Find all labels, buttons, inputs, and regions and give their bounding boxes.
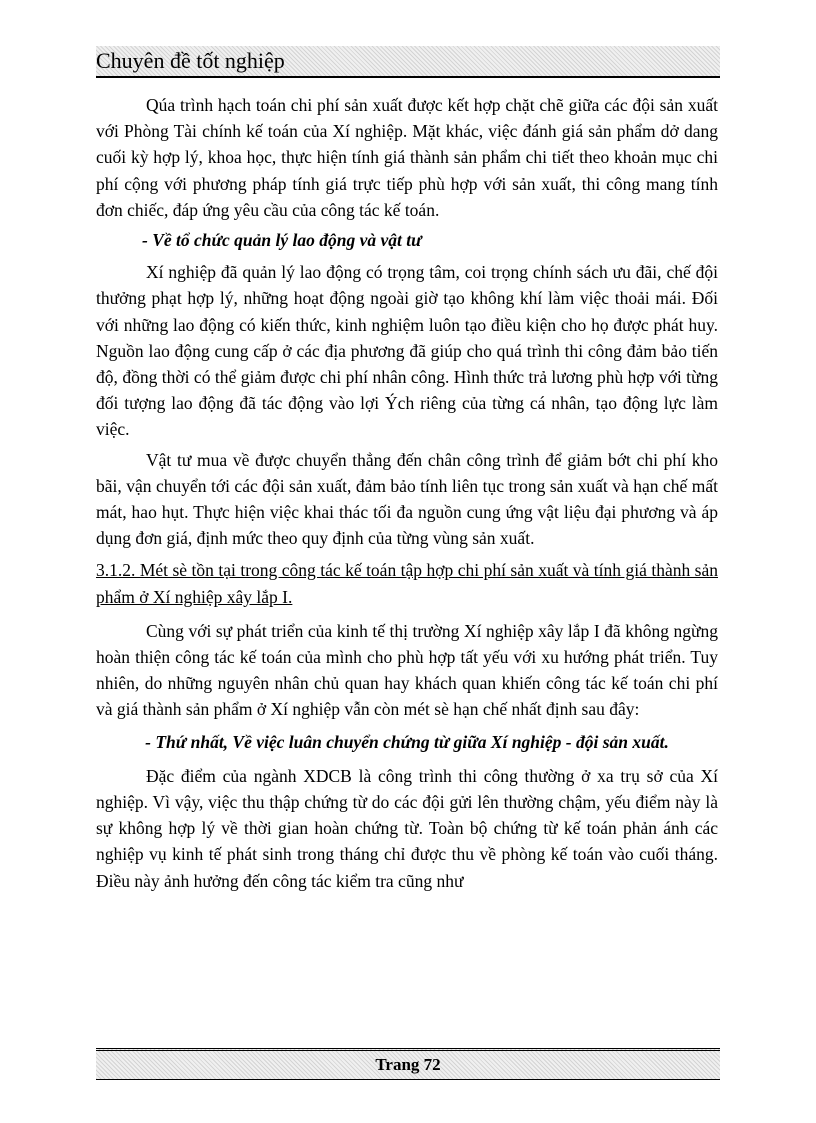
paragraph-1: Qúa trình hạch toán chi phí sản xuất được kết hợp chặt chẽ giữa các đội sản xuất với Phòng Tài chính kế toán của Xí nghiệp. Mặt khác, việc đánh giá sản phẩm dở dang cuối kỳ hợp lý, khoa học, thực hiện tính giá thành sản phẩm chi tiết theo khoản mục chi phí cộng với phương pháp tính giá trực tiếp phù hợp với sản xuất, thi công mang tính đơn chiếc, đáp ứng yêu cầu của công tác kế toán. [96, 95, 718, 220]
page-header [96, 46, 720, 78]
paragraph-2: Xí nghiệp đã quản lý lao động có trọng tâm, coi trọng chính sách ưu đãi, chế đội thưởng phạt hợp lý, những hoạt động ngoài giờ tạo không khí làm việc thoải mái. Đối với những lao động có kiến thức, kinh nghiệm luôn tạo điều kiện cho họ được phát huy. Nguồn lao động cung cấp ở các địa phương đã giúp cho quá trình thi công đảm bảo tiến độ, đồng thời có thể giảm được chi phí nhân công. Hình thức trả lương phù hợp với từng đối tượng lao động đã tác động vào lợi Ých riêng của từng cá nhân, tạo động lực làm việc. [96, 262, 718, 440]
section-heading-3-1-2: 3.1.2. Mét sè tồn tại trong công tác kế toán tập hợp chi phí sản xuất và tính giá thành sản phẩm ở Xí nghiệp xây lắp I. [96, 560, 718, 607]
page-number: Trang 72 [375, 1055, 441, 1074]
subheading-first-issue: - Thứ nhất, Về việc luân chuyển chứng từ giữa Xí nghiệp - đội sản xuất. [145, 731, 669, 752]
page-footer [96, 1048, 720, 1080]
paragraph-5: Đặc điểm của ngành XDCB là công trình thi công thường ở xa trụ sở của Xí nghiệp. Vì vậy, việc thu thập chứng từ do các đội gửi lên thường chậm, yếu điểm này là sự không hợp lý về thời gian hoàn chứng từ. Toàn bộ chứng từ kế toán phản ánh các nghiệp vụ kinh tế phát sinh trong tháng chỉ được thu về phòng kế toán vào cuối tháng. Điều này ảnh hưởng đến công tác kiểm tra cũng như [96, 765, 718, 891]
header-title: Chuyên đề tốt nghiệp [96, 48, 285, 73]
paragraph-3: Vật tư mua về được chuyển thẳng đến chân công trình để giảm bớt chi phí kho bãi, vận chuyển tới các đội sản xuất, đảm bảo tính liên tục trong sản xuất và hạn chế mất mát, hao hụt. Thực hiện việc khai thác tối đa nguồn cung ứng vật liệu đại phương và áp dụng đơn giá, định mức theo quy định của từng vùng sản xuất. [96, 449, 718, 549]
paragraph-4: Cùng với sự phát triển của kinh tế thị trường Xí nghiệp xây lắp I đã không ngừng hoàn thiện công tác kế toán của mình cho phù hợp tất yếu với xu hướng phát triển. Tuy nhiên, do những nguyên nhân chủ quan hay khách quan khiến công tác kế toán chi phí và giá thành sản phẩm ở Xí nghiệp vẫn còn mét sè hạn chế nhất định sau đây: [96, 620, 718, 720]
page-content [96, 92, 718, 898]
subheading-labor-materials: - Về tổ chức quản lý lao động và vật tư [142, 230, 422, 251]
